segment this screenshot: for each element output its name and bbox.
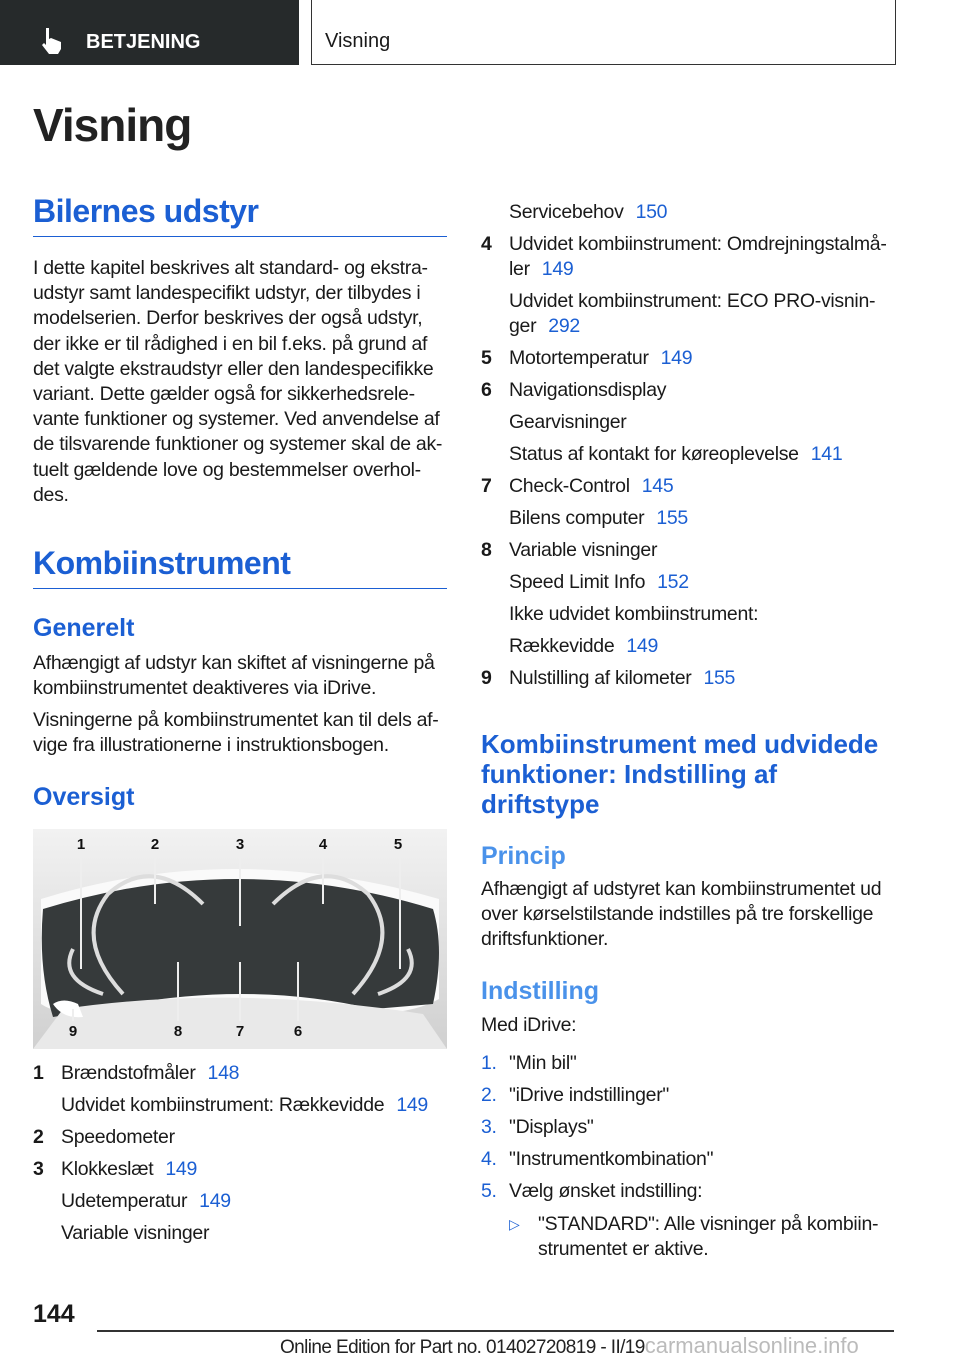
text-line: det valgte ekstraudstyr eller den landespecifikke: [33, 357, 434, 380]
page-ref-link[interactable]: 155: [656, 507, 688, 529]
section-tab: [0, 0, 299, 65]
legend-item: [61, 1189, 231, 1214]
legend-number: 5: [481, 347, 492, 369]
callout-9: 9: [68, 1023, 78, 1040]
heading-princip: Princip: [481, 842, 566, 870]
page-title: Visning: [33, 99, 192, 151]
heading-line: driftstype: [481, 789, 600, 819]
step-text: "Min bil": [509, 1052, 577, 1074]
legend-text: Check-Control: [509, 475, 630, 497]
heading-indstilling: Indstilling: [481, 977, 600, 1005]
text-line: des.: [33, 483, 69, 506]
page-ref-link[interactable]: 145: [641, 475, 674, 497]
legend-text: Speed Limit Info: [509, 571, 646, 593]
text-line: variant. Dette gælder også for sikkerhedsrele-: [33, 383, 415, 405]
indstilling-intro: Med iDrive:: [481, 1014, 577, 1036]
legend-item: [61, 1221, 209, 1246]
heading-line: funktioner: Indstilling af: [481, 759, 778, 789]
text-line: der ikke er til rådighed i en bil f.eks. på grund af: [33, 332, 428, 355]
callout-2: 2: [150, 836, 160, 853]
footer-edition: [280, 1333, 859, 1359]
text-line: vante funktioner og systemer. Ved anvendelse af: [33, 408, 440, 431]
legend-text: Status af kontakt for køreoplevelse: [509, 443, 799, 465]
legend-item: [509, 474, 673, 499]
callout-5: 5: [393, 836, 403, 853]
page-ref-link[interactable]: 150: [635, 201, 668, 223]
legend-item: [61, 1061, 239, 1086]
watermark: carmanualsonline.info: [644, 1333, 859, 1358]
legend-text: Speedometer: [61, 1126, 175, 1148]
bullet-triangle-icon: ▷: [509, 1216, 520, 1232]
page-ref-link[interactable]: 149: [396, 1094, 428, 1116]
legend-item: [509, 442, 842, 467]
instrument-cluster-illustration: [33, 829, 447, 1049]
text-line: udstyr samt landespecifikt udstyr, der tilbydes i: [33, 282, 421, 305]
legend-item: [61, 1093, 428, 1118]
heading-bilernes-udstyr: Bilernes udstyr: [33, 193, 447, 237]
legend-text: Motortemperatur: [509, 347, 649, 369]
page-ref-link[interactable]: 292: [548, 315, 580, 338]
legend-item: [509, 378, 666, 403]
hand-pointer-icon: [40, 28, 64, 54]
step-number: 5.: [481, 1180, 497, 1202]
step-number: 2.: [481, 1084, 497, 1106]
step-text: "Instrumentkombination": [509, 1148, 714, 1170]
legend-number: 3: [33, 1158, 44, 1180]
legend-text: Servicebehov: [509, 201, 624, 223]
text-line: Afhængigt af udstyret kan kombiinstrumentet ud: [481, 878, 882, 900]
page-ref-link[interactable]: 141: [810, 443, 843, 465]
legend-number: 1: [33, 1062, 44, 1084]
legend-item: [509, 200, 667, 225]
legend-number: 6: [481, 379, 492, 401]
text-line: "STANDARD": Alle visninger på kombiin-: [538, 1213, 879, 1235]
page-ref-link[interactable]: 149: [660, 347, 693, 369]
text-line: Afhængigt af udstyr kan skiftet af visningerne på: [33, 652, 435, 674]
callout-3: 3: [235, 836, 245, 853]
step-text: Vælg ønsket indstilling:: [509, 1180, 703, 1202]
heading-oversigt: Oversigt: [33, 783, 135, 811]
legend-text: Variable visninger: [509, 539, 658, 561]
page-number: 144: [33, 1300, 75, 1328]
callout-1: 1: [76, 836, 86, 853]
step-number: 3.: [481, 1116, 497, 1138]
text-line: modelserien. Derfor beskrives der også udstyr,: [33, 307, 423, 330]
page-ref-link[interactable]: 148: [207, 1062, 240, 1084]
text-line: driftsfunktioner.: [481, 928, 609, 951]
step-number: 1.: [481, 1052, 497, 1074]
legend-item: [509, 666, 735, 691]
legend-item: [61, 1125, 175, 1150]
legend-text: Udvidet kombiinstrument: Rækkevidde: [61, 1094, 385, 1116]
page-ref-link[interactable]: 152: [657, 571, 689, 593]
text-line: strumentet er aktive.: [538, 1238, 709, 1261]
legend-number: 9: [481, 667, 492, 689]
page-ref-link[interactable]: 149: [165, 1158, 198, 1180]
chapter-label: Visning: [325, 30, 391, 52]
legend-text: Variable visninger: [61, 1222, 210, 1244]
heading-line: Kombiinstrument med udvidede: [481, 729, 879, 759]
page-ref-link[interactable]: 155: [703, 667, 736, 689]
text-line: kombiinstrumentet deaktiveres via iDrive.: [33, 677, 377, 700]
legend-text: Udvidet kombiinstrument: ECO PRO-visnin-: [509, 290, 876, 312]
legend-item: [509, 634, 658, 659]
edition-text: Online Edition for Part no. 01402720819 - II/19: [280, 1337, 645, 1358]
text-line: vige fra illustrationerne i instruktionsbogen.: [33, 734, 389, 757]
legend-item: [509, 570, 689, 595]
legend-item: [509, 538, 657, 563]
heading-kombiinstrument: Kombiinstrument: [33, 545, 447, 589]
legend-item: [509, 232, 887, 282]
legend-text: ler: [509, 258, 530, 281]
legend-item: [61, 1157, 197, 1182]
legend-text: Navigationsdisplay: [509, 379, 667, 401]
legend-text: Nulstilling af kilometer: [509, 667, 692, 689]
legend-number: 4: [481, 233, 492, 255]
text-line: over kørselstilstande indstilles på tre forskellige: [481, 903, 874, 926]
legend-item: [509, 602, 758, 627]
text-line: de tilsvarende funktioner og systemer skal de ak-: [33, 433, 443, 456]
legend-number: 2: [33, 1126, 44, 1148]
legend-text: Brændstofmåler: [61, 1062, 196, 1084]
text-line: I dette kapitel beskrives alt standard- og ekstra-: [33, 257, 428, 279]
legend-text: Klokkeslæt: [61, 1158, 154, 1180]
heading-generelt: Generelt: [33, 614, 135, 642]
legend-text: Udetemperatur: [61, 1190, 188, 1212]
step-text: "Displays": [509, 1116, 594, 1138]
legend-text: Rækkevidde: [509, 635, 615, 657]
legend-number: 8: [481, 539, 492, 561]
callout-8: 8: [173, 1023, 183, 1040]
section-label: BETJENING: [86, 31, 201, 53]
step-number: 4.: [481, 1148, 497, 1170]
legend-text: Udvidet kombiinstrument: Omdrejningstalmå-: [509, 233, 887, 255]
callout-4: 4: [318, 836, 328, 853]
legend-number: 7: [481, 475, 492, 497]
text-line: Visningerne på kombiinstrumentet kan til dels af-: [33, 709, 439, 731]
legend-item: [509, 289, 875, 339]
callout-7: 7: [235, 1023, 245, 1040]
page-ref-link[interactable]: 149: [541, 258, 574, 281]
legend-text: Ikke udvidet kombiinstrument:: [509, 603, 759, 625]
callout-6: 6: [293, 1023, 303, 1040]
step-text: "iDrive indstillinger": [509, 1084, 670, 1106]
legend-item: [509, 506, 688, 531]
chapter-tab: [311, 0, 896, 65]
page-ref-link[interactable]: 149: [199, 1190, 231, 1212]
legend-text: ger: [509, 315, 537, 338]
text-line: tuelt gældende love og bestemmelser overhol-: [33, 458, 421, 481]
page-ref-link[interactable]: 149: [626, 635, 659, 657]
footer-divider: [97, 1330, 894, 1332]
legend-text: Gearvisninger: [509, 411, 627, 433]
legend-text: Bilens computer: [509, 507, 645, 529]
legend-item: [509, 410, 627, 435]
legend-item: [509, 346, 692, 371]
